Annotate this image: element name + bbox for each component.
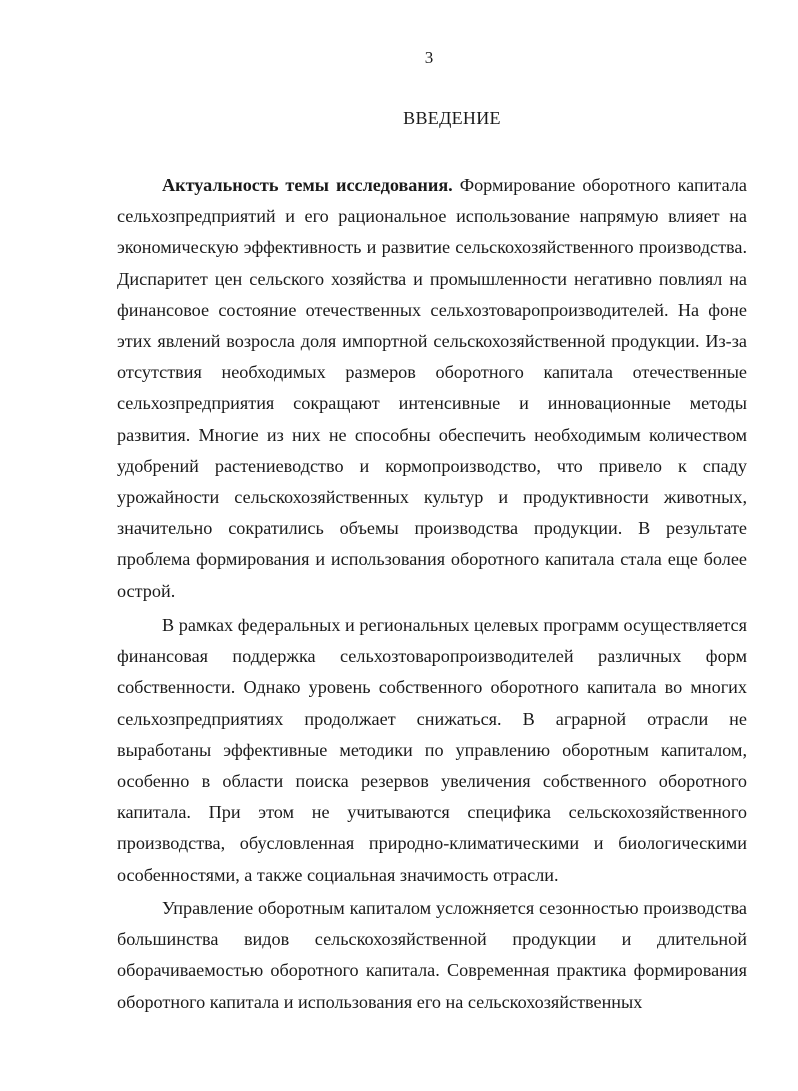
paragraph-2-text: В рамках федеральных и региональных целевых программ осуществляется финансовая поддержка сельхозтоваропроизводителей различных форм собственности. Однако уровень собственного оборотного капитала во многих сельхозпредприятиях продолжает снижаться. В аграрной отрасли не выработаны эффективные методики по управлению оборотным капиталом, особенно в области поиска резервов увеличения собственного оборотного капитала. При этом не учитываются специфика сельскохозяйственного производства, обусловленная природно-климатическими и биологическими особенностями, а также социальная значимость отрасли. <box>117 615 747 885</box>
section-heading: ВВЕДЕНИЕ <box>403 108 501 128</box>
paragraph-1 <box>117 170 747 607</box>
paragraph-3 <box>117 893 747 1018</box>
paragraph-1-body <box>117 170 747 607</box>
paragraph-3-text: Управление оборотным капиталом усложняется сезонностью производства большинства видов сельскохозяйственной продукции и длительной оборачиваемостью оборотного капитала. Современная практика формирования оборотного капитала и использования его на сельскохозяйственных <box>117 898 747 1012</box>
paragraph-1-lead: Актуальность темы исследования. <box>162 175 453 195</box>
page-number: 3 <box>424 48 434 67</box>
paragraph-1-text: Формирование оборотного капитала сельхозпредприятий и его рациональное использование напрямую влияет на экономическую эффективность и развитие сельскохозяйственного производства. Диспаритет цен сельского хозяйства и промышленности негативно повлиял на финансовое состояние отечественных сельхозтоваропроизводителей. На фоне этих явлений возросла доля импортной сельскохозяйственной продукции. Из-за отсутствия необходимых размеров оборотного капитала отечественные сельхозпредприятия сокращают интенсивные и инновационные методы развития. Многие из них не способны обеспечить необходимым количеством удобрений растениеводство и кормопроизводство, что привело к спаду урожайности сельскохозяйственных культур и продуктивности животных, значительно сократились объемы производства продукции. В результате проблема формирования и использования оборотного капитала стала еще более острой. <box>117 175 747 601</box>
paragraph-2 <box>117 610 747 891</box>
